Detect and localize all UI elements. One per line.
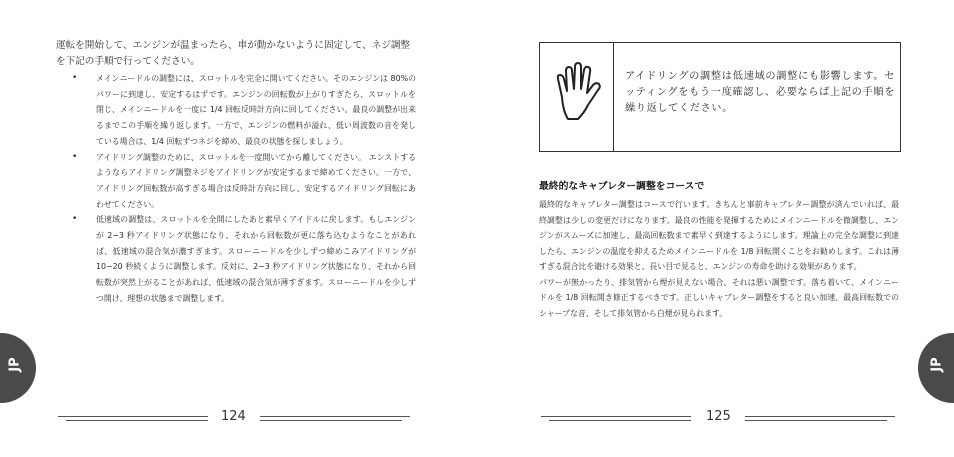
footer-rule	[745, 420, 887, 421]
bullet-icon: •	[72, 214, 78, 225]
left-page-footer	[0, 409, 477, 429]
body-text: 最終的なキャブレター調整はコースで行います。きちんと事前キャブレター調整が済んでいれば、最終調整は少しの変更だけになります。最良の性能を発揮するためにメインニードルを微調整し、エンジンがスムーズに加速し、最高回転数まで素早く到達するようにします。理論上の完全な調整に到達したら、エンジンの温度を抑えるためメインニードルを 1/8 回転開くことをお勧めします。これは薄すぎる混合比を避ける効果と、長い目で見ると、エンジンの寿命を助ける効果があります。 パワーが無かったり、排気管から煙が見えない場合、それは悪い調整です。落ち着いて、メインニードルを 1/8 回転開き修正するべきです。正しいキャブレター調整をすると良い加速、最高回転数でのシャープな音、そして排気管から白煙が見られます。	[539, 200, 899, 318]
list-item	[56, 150, 416, 213]
language-tab-right	[918, 333, 954, 403]
right-page-footer	[477, 409, 954, 429]
note-box	[539, 42, 901, 152]
list-item-text: メインニードルの調整には、スロットルを完全に開いてください。そのエンジンは 80%のパワーに到達し、安定するはずです。エンジンの回転数が上がりすぎたら、スロットルを閉じ、メインニードルを一度に 1/4 回転反時計方向に回してください。最良の調整が出来るまでこの手順を繰り返します。一方で、エンジンの燃料が溢れ、低い周波数の音を発している場合は、1/4 回転ずつネジを締め、最良の状態を探しましょう。	[96, 74, 416, 146]
language-tab-label: JP	[7, 357, 23, 372]
footer-rule	[549, 420, 691, 421]
list-item	[56, 212, 416, 306]
adjustment-steps-list	[56, 71, 416, 307]
footer-rule	[260, 420, 402, 421]
bullet-icon: •	[72, 151, 78, 162]
language-tab-label: JP	[929, 357, 945, 372]
hand-icon	[548, 61, 606, 125]
footer-rule	[66, 420, 208, 421]
section-title: 最終的なキャブレター調整をコースで	[539, 181, 705, 192]
list-item-text: 低速域の調整は、スロットルを全開にしたあと素早くアイドルに戻します。もしエンジンが 2−3 秒アイドリング状態になり、それから回転数が更に落ち込むようなことがあれば、低速域の混合気が濃すぎます。スローニードルを少しずつ締めこみアイドリングが 10−20 秒続くように調整します。反対に、2−3 秒アイドリング状態になり、それから回転数が突然上がることがあれば、低速域の混合気が薄すぎます。スローニードルを少しずつ開け、理想の状態まで調整します。	[96, 215, 416, 303]
note-text: アイドリングの調整は低速域の調整にも影響します。セッティングをもう一度確認し、必要ならば上記の手順を繰り返してください。	[625, 71, 895, 114]
footer-rule	[541, 416, 691, 417]
list-item-text: アイドリング調整のために、スロットルを一度開いてから離してください。 エンストするようならアイドリング調整ネジをアイドリングが安定するまで締めてください。一方で、アイドリング回転数が高すぎる場合は反時計方向に回し、安定するアイドリング回転にあわせてください。	[96, 152, 416, 209]
bullet-icon: •	[72, 73, 78, 83]
footer-rule	[58, 416, 208, 417]
footer-rule	[745, 416, 895, 417]
page-number: 125	[706, 409, 731, 424]
intro-paragraph: 運転を開始して、エンジンが温まったら、車が動かないように固定して、ネジ調整を下記の手順で行ってください。	[56, 40, 411, 68]
list-item	[56, 71, 416, 150]
footer-rule	[260, 416, 410, 417]
note-divider	[613, 43, 614, 151]
page-number: 124	[221, 409, 246, 424]
